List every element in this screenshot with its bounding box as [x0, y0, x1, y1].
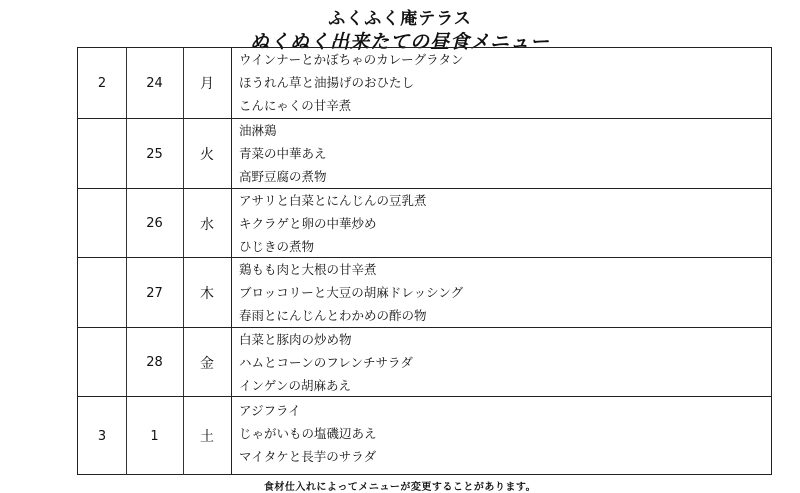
- dish-item: じゃがいもの塩磯辺あえ: [239, 426, 377, 441]
- dishes-cell: [231, 119, 771, 189]
- dish-item: ほうれん草と油揚げのおひたし: [239, 75, 415, 90]
- day-cell: 24: [126, 48, 184, 118]
- footer-note: 食材仕入れによってメニューが変更することがあります。: [263, 482, 537, 493]
- dish-item: 白菜と豚肉の炒め物: [239, 332, 352, 347]
- day-cell: 26: [126, 189, 184, 258]
- dish-item: ブロッコリーと大豆の胡麻ドレッシング: [239, 285, 464, 300]
- table-row: [78, 118, 771, 189]
- day-cell: 1: [126, 397, 184, 475]
- month-cell: [78, 119, 127, 189]
- dishes-cell: [231, 189, 771, 258]
- weekday-cell: 木: [183, 258, 232, 328]
- dish-item: ひじきの煮物: [239, 239, 315, 254]
- dish-item: 春雨とにんじんとわかめの酢の物: [239, 308, 427, 323]
- dishes-cell: [231, 258, 771, 328]
- dishes-cell: [231, 48, 771, 118]
- day-cell: 25: [126, 119, 184, 189]
- table-row: [78, 48, 771, 118]
- restaurant-name: ふくふく庵テラス: [328, 9, 472, 29]
- menu-title: ぬくぬく出来たての昼食メニュー: [249, 31, 550, 53]
- month-cell: [78, 189, 127, 258]
- month-cell: [78, 258, 127, 328]
- dish-item: 油淋鶏: [239, 123, 277, 138]
- weekday-cell: 水: [183, 189, 232, 258]
- dish-item: マイタケと長芋のサラダ: [239, 449, 377, 464]
- table-row: [78, 188, 771, 258]
- dishes-cell: [231, 397, 771, 475]
- month-cell: [78, 328, 127, 397]
- day-cell: 28: [126, 328, 184, 397]
- dishes-cell: [231, 328, 771, 397]
- day-cell: 27: [126, 258, 184, 328]
- dish-item: 鶏もも肉と大根の甘辛煮: [239, 262, 377, 277]
- dish-item: こんにゃくの甘辛煮: [239, 98, 352, 113]
- weekday-cell: 月: [183, 48, 232, 118]
- weekday-cell: 金: [183, 328, 232, 397]
- table-row: [78, 257, 771, 328]
- month-cell: 2: [78, 48, 127, 118]
- dish-item: アサリと白菜とにんじんの豆乳煮: [239, 193, 427, 208]
- table-row: [78, 327, 771, 397]
- table-row: [78, 396, 771, 475]
- month-cell: 3: [78, 397, 127, 475]
- dish-item: ハムとコーンのフレンチサラダ: [239, 355, 413, 370]
- dish-item: 青菜の中華あえ: [239, 146, 327, 161]
- weekday-cell: 火: [183, 119, 232, 189]
- dish-item: キクラゲと卵の中華炒め: [239, 216, 377, 231]
- menu-table: [77, 47, 772, 475]
- weekday-cell: 土: [183, 397, 232, 475]
- dish-item: インゲンの胡麻あえ: [239, 378, 352, 393]
- dish-item: 高野豆腐の煮物: [239, 169, 327, 184]
- dish-item: アジフライ: [239, 403, 301, 418]
- dish-item: ウインナーとかぼちゃのカレーグラタン: [239, 52, 464, 67]
